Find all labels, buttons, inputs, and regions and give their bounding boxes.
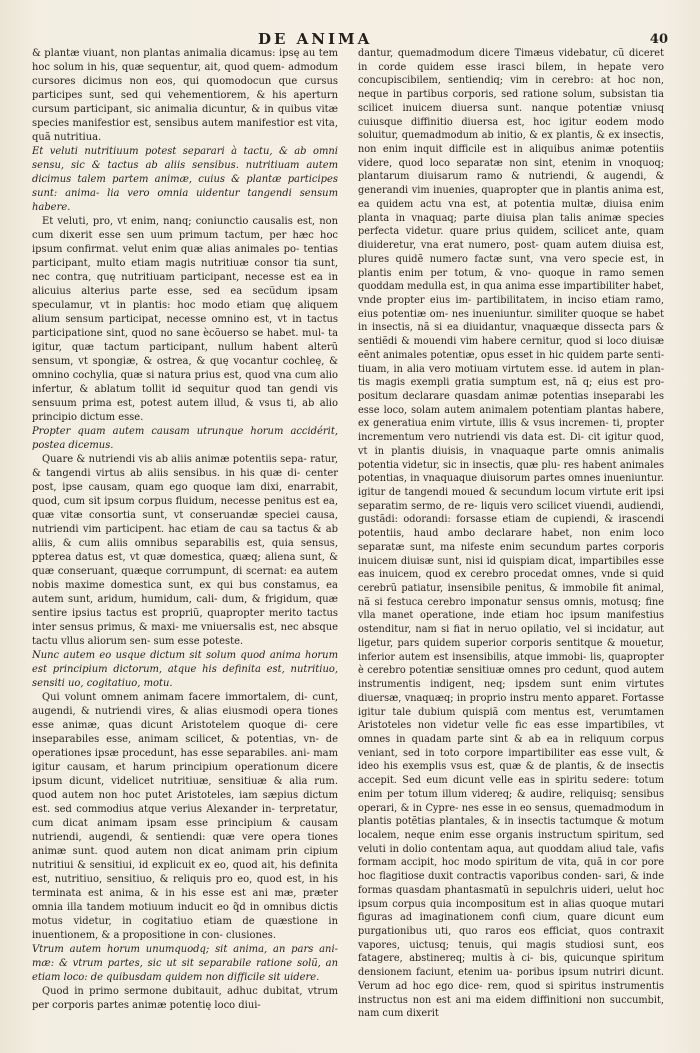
left-column xyxy=(32,47,338,1013)
commentary-paragraph: Quod in primo sermone dubitauit, adhuc dubitat, vtrum per corporis partes animæ potentię loco diui- xyxy=(32,986,338,1011)
lemma-paragraph: Nunc autem eo usque dictum sit solum quod anima horum est principium dictorum, atque his definita est, nutritiuo, sensiti uo, cogitatiuo, motu. xyxy=(32,650,338,689)
commentary-paragraph: dantur, quemadmodum dicere Timæus videbatur, cũ diceret in corde quidem esse irasci bilem, in hepate vero concupiscibilem, sentiendiq; vim in cerebro: at hoc non, neque in partibus corporis, sed ratione solum, subsistan tia scilicet inuicem diuersa sunt. nanque potentiæ vniusq cuiusque diffinitio diuersa est, hoc igitur eodem modo soluitur, quemadmodum ab initio, & ex plantis, & ex insectis, non enim inquit difficile est in aliquibus animæ potentiis videre, quod loco separatæ non sint, etenim in vnoquoq; plantarum diuisarum ramo & nutriendi, & augendi, & generandi vim inuenies, quapropter que in plantis anima est, ea quidem actu vna est, at potentia multæ, diuisa enim planta in vnaquaq; parte diuisa plan talis animæ species perfecta videtur. quare prius quidem, scilicet ante, quam diuideretur, vna erat numero, post- quam autem diuisa est, plures quidẽ numero factæ sunt, vna vero specie est, in plantis enim per totum, & vno- quoque in ramo semen quoddam medulla est, in qua anima esse impartibiliter habet, vnde propter eius im- partibilitatem, in inciso etiam ramo, eius potentiæ om- nes inueniuntur. similiter quoque se habet in insectis, nã si ea diuidantur, vnaquæque dissecta pars & sentiẽdi & mouendi vim habere cernitur, quod si loco diuisæ eẽnt animales potentiæ, opus esset in hic quidem parte senti- tiuam, in alia vero motiuam virtutem esse. id autem in plan- tis magis exempli gratia sumptum est, nã q; eius est pro- positum declarare quasdam animæ potentias inseparabi les esse loco, solam autem animalem potentiam plantas habere, ex generatiua enim virtute, illis & vsus incremen- ti, propter incrementum vero nutriendi vis data est. Di- cit igitur quod, vt in plantis diuisis, in vnaquaque parte omnis animalis potentia videtur, sic in insectis, quæ plu- res habent animales potentias, in vnaquaque diuisorum partes omnes inueniuntur. igitur de tangendi moued & secundum locum virtute erit ipsi separatim sermo, de re- liquis vero scilicet viuendi, audiendi, gustãdi: odorandi: forsasse etiam de cupiendi, & irascendi potentiis, haud ambo declarare habet, non enim loco separatæ sunt, ma nifeste enim secundum partes corporis inuicem diuisæ sunt, nisi id quispiam dicat, impartibiles esse eas inuicem, quod ex cerebro procedat omnes, vnde si quid cerebrũ patiatur, insensibile penitus, & immobile fit animal, nã si festuca cerebro imponatur sensus omnis, motusq; fine vlla manet operatione, inde etiam hoc ipsum manifestius ostenditur, nam si fiat in neruo opilatio, vel si incidatur, aut ligetur, pars quidem superior corporis sentitque & mouetur, inferior autem est insensibilis, atque immobi- lis, quapropter è cerebro potentiæ sensitiuæ omnes pro cedunt, quod autem instrumentis indigent, neq; ipsdem sunt enim virtutes diuersæ, vnaquæq; in proprio instru mento apparet. Fortasse igitur tale dubium quispiã com mentus est, verumtamen Aristoteles non videtur velle fic eas esse impartibiles, vt omnes in quadam parte sint & ab ea in reliquum corpus veniant, sed in toto corpore impartibiliter eas esse vult, & ideo his exemplis vsus est, quæ & de plantis, & de insectis accepit. Sed eum dicunt velle eas in spiritu sedere: totum enim per totum illum videreq; & audire, reliquisq; sensibus operari, & in Cypre- nes esse in eo sensus, quemadmodum in plantis potẽtias plantales, & in insectis tactumque & motum localem, neque enim esse organis instructum spiritum, sed veluti in dolio contentam aqua, aut quoddam aliud tale, vafis formam accipit, hoc modo spiritum de vita, quã in cor pore hoc flagitiose duxit contractis vaporibus conden- sari, & inde formas quasdam phantasmatũ in sepulchris uideri, uelut hoc ipsum corpus quia incompositum est in alias quoque mutari figuras ad imaginationem confi cium, quare dicunt eum purgationibus uti, quo raros eos efficiat, quos contraxit vapores, uictusq; tenuis, qui magis studiosi sunt, eos fatagere, abstinereq; multis à ci- bis, quicunque spiritum densionem faciunt, etenim ua- poribus ipsum nutriri dicunt. Verum ad hoc ego dice- rem, quod si spiritus instrumentis instructus non est ani ma eidem diffinitioni non succumbit, nam cum dixerit xyxy=(358,48,664,1020)
lemma-paragraph: Vtrum autem horum unumquodq; sit anima, an pars ani- mæ: & vtrum partes, sic ut sit separabile ratione solũ, an etiam loco: de quibusdam quidem non difficile sit uidere. xyxy=(32,944,338,983)
page-number: 40 xyxy=(649,32,668,47)
lemma-paragraph: Et veluti nutritiuum potest separari à tactu, & ab omni sensu, sic & tactus ab aliis sensibus. nutritiuam autem dicimus talem partem animæ, cuius & plantæ participes sunt: anima- lia vero omnia uidentur tangendi sensum habere. xyxy=(32,146,338,213)
commentary-paragraph: Qui volunt omnem animam facere immortalem, di- cunt, augendi, & nutriendi vires, & alias eiusmodi opera tiones esse animæ, quas dicunt Aristotelem quoque di- cere inseparabiles esse, animam scilicet, & potentias, vn- de operationes ipsæ procedunt, has esse separabiles. ani- mam igitur causam, et harum principium operationum dicere ipsum dicunt, videlicet nutritiuæ, sensitiuæ & alia rum. quod autem non hoc putet Aristoteles, iam sæpius dictum est. sed commodius atque verius Alexander in- terpretatur, cum dicat animam ipsam esse principium & causam nutriendi, augendi, & sentiendi: quæ vere opera tiones animæ sunt. quod autem non dicat animam prin cipium nutritiui & sensitiui, id explicuit ex eo, quod ait, his definita est, nutritiuo, sensitiuo, & reliquis pro eo, quod est, in his terminata est anima, & in his esse est ani mæ, præter omnia illa tandem motiuum inducit eo q̃d in omnibus dictis motus videtur, in cogitatiuo etiam de quæstione in inuentionem, & a propositione in con- clusiones. xyxy=(32,692,338,941)
right-column xyxy=(358,47,664,1021)
running-title: DE ANIMA xyxy=(258,30,373,48)
commentary-paragraph: Et veluti, pro, vt enim, nanq; coniunctio causalis est, non cum dixerit esse sen uum primum tactum, per hæc hoc ipsum confirmat. velut enim quæ alias animales po- tentias participant, multo etiam magis nutritiuæ consor tia sunt, nec contra, quę nutritiuam participant, necesse est ea in alicuius alterius parte esse, sed ea secũdum ipsam speculamur, vt in plantis: hoc modo etiam quę aliquem alium sensum participat, necesse omnino est, vt in tactus participatione sint, quod no sane ècõuerso se habet. mul- ta igitur, quæ tactum participant, nullum habent alterũ sensum, vt spongiæ, & ostrea, & quę vocantur cochleę, & omnino cochylia, quæ si natura prius est, quod vna cum alio infertur, & ablatum tollit id sequitur quod tan gendi vis sensuum prima est, potest autem illud, & vsus ti, ab alio principio dictum esse. xyxy=(32,216,338,423)
lemma-paragraph: Propter quam autem causam utrunque horum accidérit, postea dicemus. xyxy=(32,426,338,451)
commentary-paragraph: Quare & nutriendi vis ab aliis animæ potentiis sepa- ratur, & tangendi virtus ab aliis sensibus. in his quæ di- center post, ipse causam, quam ego quoque iam dixi, enarrabit, quod, cum sit ipsum corpus fluidum, necesse penitus est ea, quæ vitæ consortia sunt, vt conseruandæ speciei causa, nutriendi vim participent. hac etiam de cau sa tactus & ab aliis, & cum aliis omnibus separabilis est, quia sensus, ppterea datus est, vt quæ domestica, quæq; aliena sunt, & quæ conseruant, quæque corrumpunt, di scernat: ea autem nobis maxime domestica sunt, ex qui bus constamus, ea autem sunt, aridum, humidum, cali- dum, & frigidum, quæ sentire ipsius tactus est propriũ, quapropter merito tactus inter sensus primus, & maxi- me vniuersalis est, nec absque tactu vllus aliorum sen- sum esse poteste. xyxy=(32,454,338,647)
commentary-paragraph: & plantæ viuant, non plantas animalia dicamus: ipsę au tem hoc solum in his, quæ sequentur, ait, quod quem- admodum cursores dicimus non eos, qui quomodocun que cursus participes sunt, sed qui vehementiorem, & his aperturn cursum participant, sic animalia dicuntur, & in quibus vitæ species manifestior est, sensibus autem manifestior est vita, quã nutritiua. xyxy=(32,48,338,143)
